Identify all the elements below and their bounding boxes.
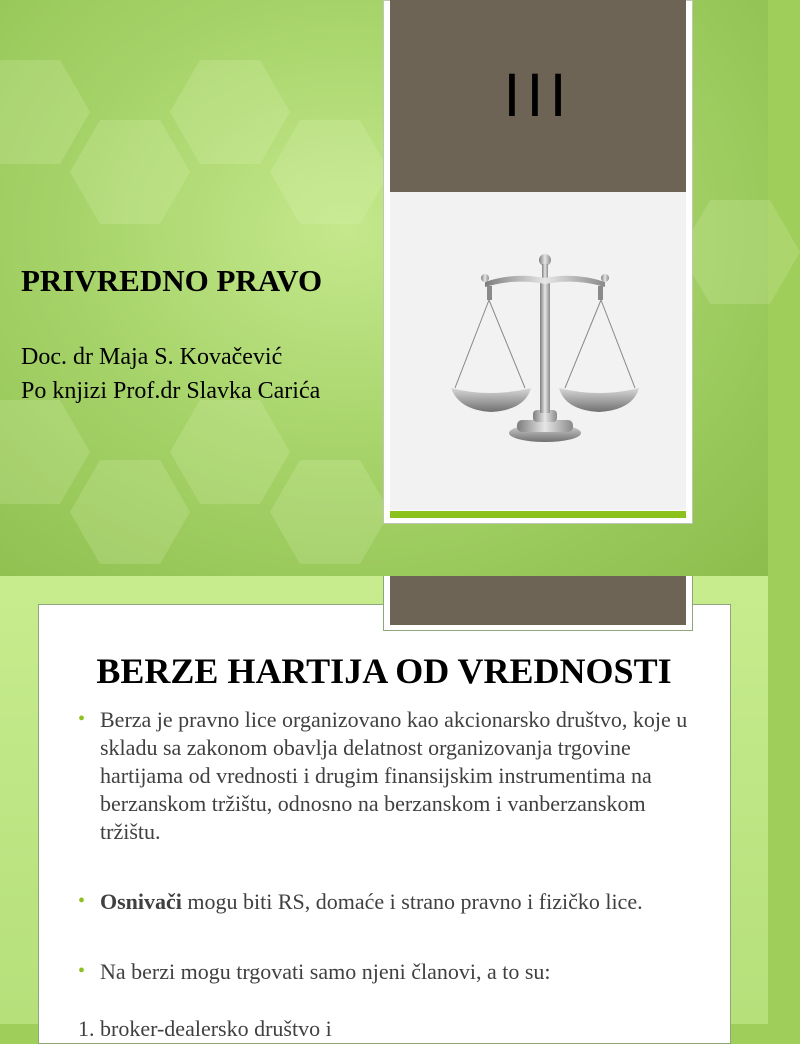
author-line: Doc. dr Maja S. Kovačević [21, 344, 283, 370]
content-slide [0, 576, 768, 1041]
panel-number: III [503, 62, 573, 130]
background-hexagon [170, 60, 290, 164]
background-hexagon [0, 60, 90, 164]
background-hexagon [270, 120, 390, 224]
accent-bar [390, 511, 686, 518]
background-hexagon [70, 460, 190, 564]
background-hexagon [170, 400, 290, 504]
list-item-text: Berza je pravno lice organizovano kao akcionarsko društvo, koje u skladu sa zakonom obavlja delatnost organizovanja trgovine hartijama od vrednosti i drugim finansijskim instrumentima na berzanskom tržištu, odnosno na berzanskom i vanberzanskom tržištu. [100, 707, 688, 844]
background-hexagon [680, 200, 800, 304]
background-hexagon [70, 120, 190, 224]
background-hexagon [0, 400, 90, 504]
bullet-icon: • [78, 708, 86, 730]
slide-title: PRIVREDNO PRAVO [21, 263, 323, 298]
header-tab-fill [390, 576, 686, 625]
bullet-list [78, 706, 698, 986]
list-item [78, 706, 698, 846]
list-item-text: mogu biti RS, domaće i strano pravno i fizičko lice. [181, 889, 643, 914]
list-item [78, 888, 698, 916]
list-item [78, 958, 698, 986]
scales-of-justice-icon [445, 248, 645, 448]
bullet-icon: • [78, 890, 86, 912]
slide-title: BERZE HARTIJA OD VREDNOSTI [96, 651, 672, 691]
list-item-bold-text: Osnivači [100, 889, 182, 914]
source-line: Po knjizi Prof.dr Slavka Carića [21, 378, 321, 404]
background-hexagon [270, 460, 390, 564]
bullet-icon: • [78, 960, 86, 982]
list-item-text: Na berzi mogu trgovati samo njeni članovi, a to su: [100, 959, 551, 984]
numbered-item: 1. broker-dealersko društvo i [78, 1016, 332, 1041]
